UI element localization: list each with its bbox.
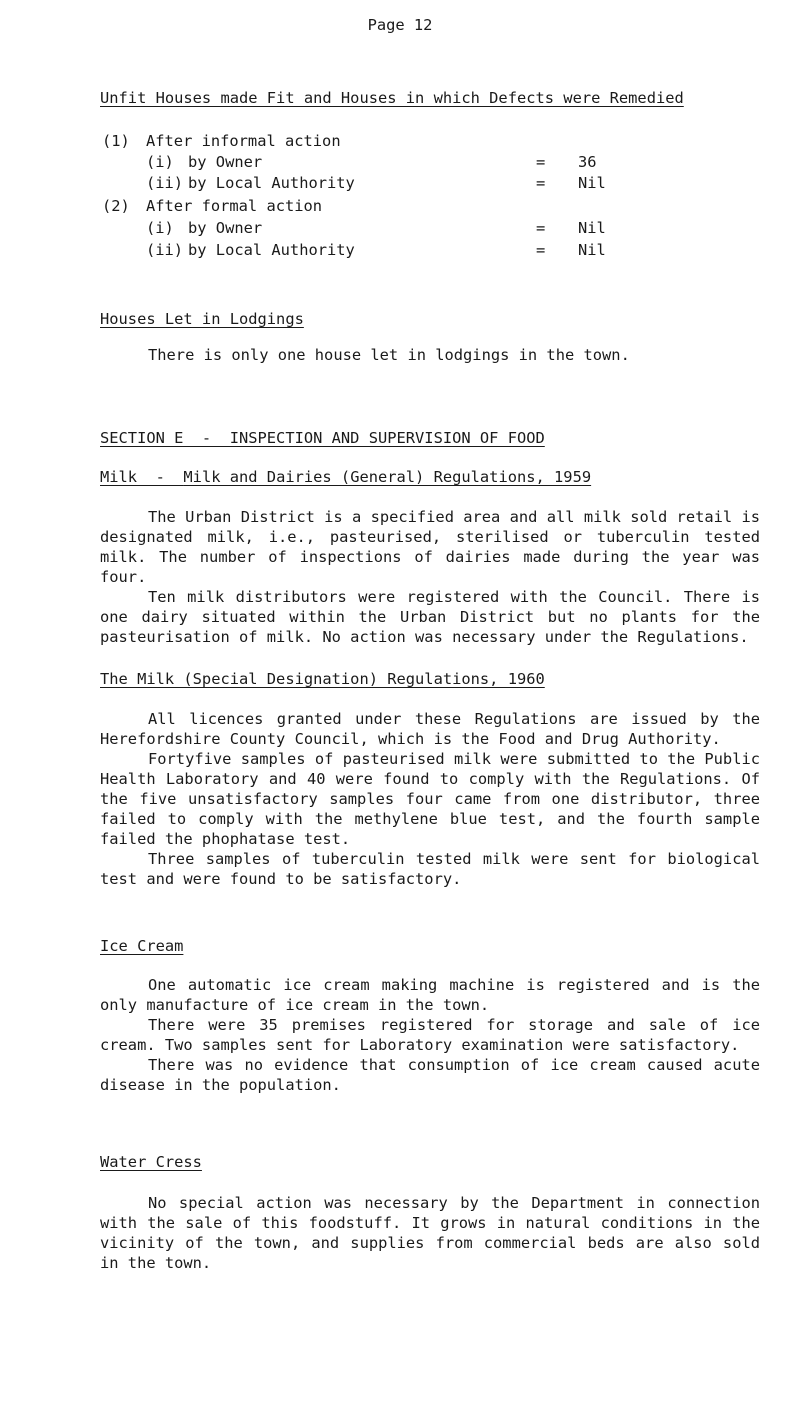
- paragraph: Three samples of tuberculin tested milk were sent for biological test and were found to be satisfactory.: [100, 850, 760, 888]
- ice-cream-body: [100, 975, 760, 1095]
- paragraph: Fortyfive samples of pasteurised milk were submitted to the Public Health Laboratory and 40 were found to comply with the Regulations. Of the five unsatisfactory samples four came from one distributor, three failed to comply with the methylene blue test, and the fourth sample failed the phophatase test.: [100, 750, 760, 848]
- paragraph: There was no evidence that consumption of ice cream caused acute disease in the population.: [100, 1056, 760, 1094]
- item-value: Nil: [578, 174, 606, 192]
- milk-special-body: [100, 709, 760, 889]
- unfit-houses-heading: Unfit Houses made Fit and Houses in which Defects were Remedied: [100, 89, 684, 107]
- item-roman: (i): [146, 219, 174, 237]
- milk-general-heading: Milk - Milk and Dairies (General) Regulations, 1959: [100, 468, 592, 486]
- item-text: by Owner: [188, 153, 263, 171]
- houses-let-heading: Houses Let in Lodgings: [100, 310, 304, 328]
- item-value: Nil: [578, 241, 606, 259]
- water-cress-heading: Water Cress: [100, 1153, 202, 1171]
- paragraph: No special action was necessary by the Department in connection with the sale of this foodstuff. It grows in natural conditions in the vicinity of the town, and supplies from commercial beds are also sold in the town.: [100, 1194, 760, 1272]
- section-e-heading: SECTION E - INSPECTION AND SUPERVISION OF FOOD: [100, 429, 545, 447]
- houses-let-text: There is only one house let in lodgings in the town.: [148, 346, 630, 364]
- paragraph: The Urban District is a specified area and all milk sold retail is designated milk, i.e., pasteurised, sterilised or tuberculin tested milk. The number of inspections of dairies made during the year was four.: [100, 508, 760, 586]
- item-text: by Local Authority: [188, 174, 355, 192]
- milk-special-heading: The Milk (Special Designation) Regulations, 1960: [100, 670, 545, 688]
- item-text: by Owner: [188, 219, 263, 237]
- item-eq: =: [536, 219, 546, 237]
- paragraph: All licences granted under these Regulations are issued by the Herefordshire County Council, which is the Food and Drug Authority.: [100, 710, 760, 748]
- group-label: After formal action: [146, 197, 323, 215]
- item-eq: =: [536, 241, 546, 259]
- group-number: (1): [102, 132, 130, 150]
- item-roman: (i): [146, 153, 174, 171]
- ice-cream-heading: Ice Cream: [100, 937, 184, 955]
- group-label: After informal action: [146, 132, 341, 150]
- item-roman: (ii): [146, 241, 184, 259]
- item-value: 36: [578, 153, 597, 171]
- item-value: Nil: [578, 219, 606, 237]
- group-number: (2): [102, 197, 130, 215]
- paragraph: Ten milk distributors were registered with the Council. There is one dairy situated within the Urban District but no plants for the pasteurisation of milk. No action was necessary under the Regulations.: [100, 588, 760, 646]
- paragraph: There were 35 premises registered for storage and sale of ice cream. Two samples sent for Laboratory examination were satisfactory.: [100, 1016, 760, 1054]
- item-eq: =: [536, 153, 546, 171]
- item-eq: =: [536, 174, 546, 192]
- milk-general-body: [100, 507, 760, 647]
- water-cress-body: [100, 1193, 760, 1273]
- page-number: Page 12: [367, 16, 433, 34]
- item-text: by Local Authority: [188, 241, 355, 259]
- item-roman: (ii): [146, 174, 184, 192]
- paragraph: One automatic ice cream making machine is registered and is the only manufacture of ice cream in the town.: [100, 976, 760, 1014]
